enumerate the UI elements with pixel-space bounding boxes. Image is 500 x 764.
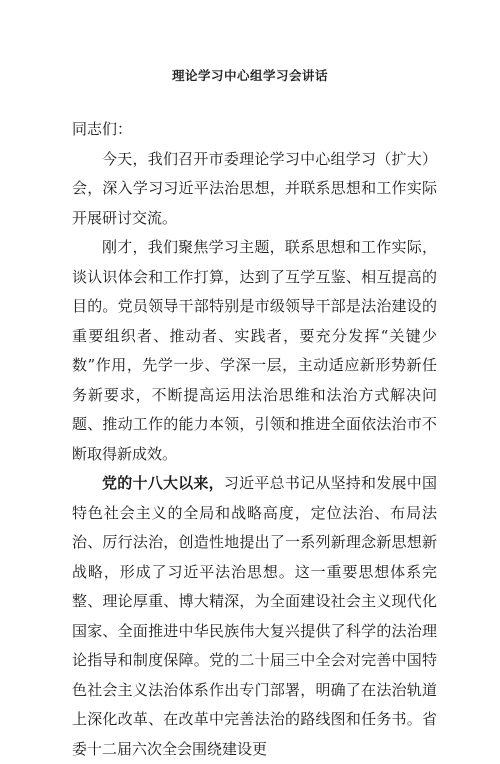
paragraph-3-text: 习近平总书记从坚持和发展中国特色社会主义的全局和战略高度，定位法治、布局法治、厉行法治，创造性地提出了一系列新理念新思想新战略，形成了习近平法治思想。这一重要思想体系完整、理论厚重、博大精深，为全面建设社会主义现代化国家、全面推进中华民族伟大复兴提供了科学的法治理论指导和制度保障。党的二十届三中全会对完善中国特色社会主义法治体系作出专门部署，明确了在法治轨道上深化改革、在改革中完善法治的路线图和任务书。省委十二届六次全会围绕建设更 (72, 474, 437, 758)
paragraph-3 (72, 469, 437, 764)
paragraph-2: 刚才，我们聚焦学习主题，联系思想和工作实际，谈认识体会和工作打算，达到了互学互鉴、相互提高的目的。党员领导干部特别是市级领导干部是法治建设的重要组织者、推动者、实践者，要充分发挥“关键少数”作用，先学一步、学深一层，主动适应新形势新任务新要求，不断提高运用法治思维和法治方式解决问题、推动工作的能力本领，引领和推进全面依法治市不断取得新成效。 (72, 238, 437, 463)
document-title: 理论学习中心组学习会讲话 (171, 68, 328, 83)
paragraph-1: 今天，我们召开市委理论学习中心组学习（扩大）会，深入学习习近平法治思想，并联系思想和工作实际开展研讨交流。 (72, 149, 437, 227)
document-body (72, 115, 437, 764)
paragraph-3-lead: 党的十八大以来， (102, 474, 224, 492)
salutation: 同志们： (72, 120, 133, 138)
